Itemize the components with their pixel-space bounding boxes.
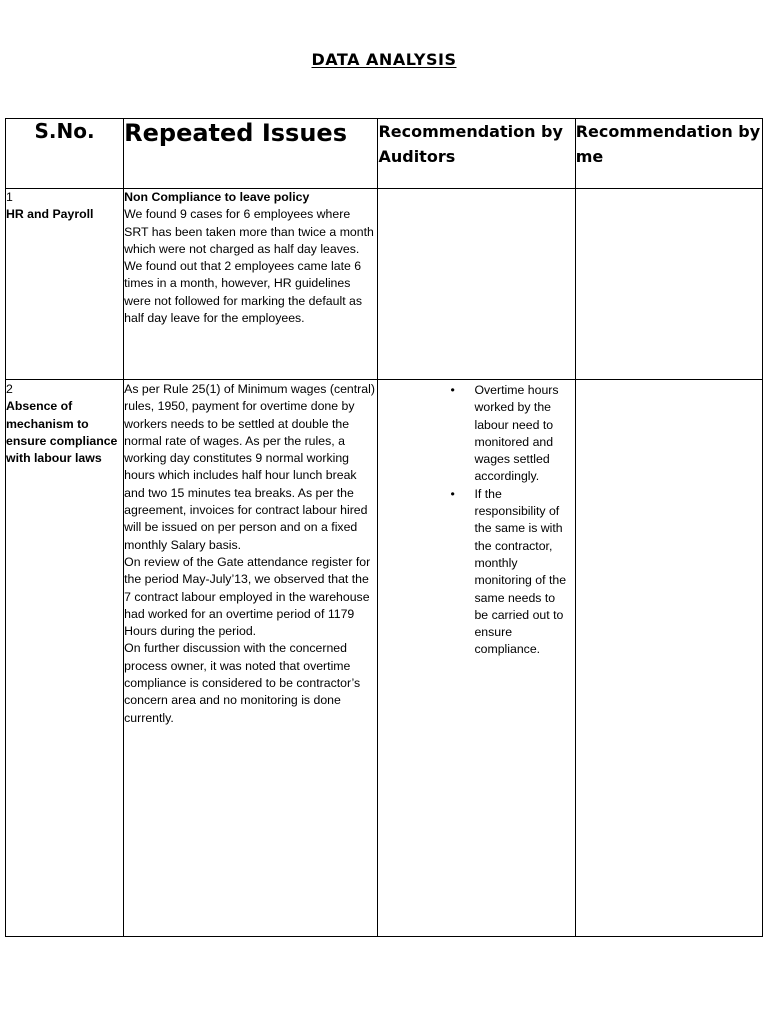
header-repeated-issues: Repeated Issues: [124, 119, 378, 189]
issue-cell: [124, 380, 378, 937]
table-row: [6, 380, 763, 937]
issue-paragraph: We found 9 cases for 6 employees where SRT has been taken more than twice a month which were not charged as half day leaves.: [124, 207, 374, 256]
recommendation-list: [378, 381, 574, 659]
recommendation-auditors-cell: [378, 189, 575, 380]
header-recommendation-me: Recommendation by me: [575, 119, 762, 189]
recommendation-text: Overtime hours worked by the labour need to monitored and wages settled accordingly.: [474, 383, 559, 484]
issue-paragraph: As per Rule 25(1) of Minimum wages (central) rules, 1950, payment for overtime done by workers needs to be settled at double the normal rate of wages. As per the rules, a working day constitutes 9 normal working hours which includes half hour lunch break and two 15 minutes tea breaks. As per the agreement, invoices for contract labour hired will be issued on per person and on a fixed monthly Salary basis.: [124, 382, 375, 552]
list-item: [378, 486, 574, 659]
row-area: Absence of mechanism to ensure compliance with labour laws: [6, 399, 118, 466]
page-title: DATA ANALYSIS: [311, 50, 457, 69]
recommendation-me-cell: [575, 189, 762, 380]
row-number: 1: [6, 190, 13, 204]
bullet-icon: •: [450, 486, 455, 501]
sno-cell: [6, 189, 124, 380]
header-sno: S.No.: [6, 119, 124, 189]
sno-cell: [6, 380, 124, 937]
recommendation-text: If the responsibility of the same is with the contractor, monthly monitoring of the same needs to be carried out to ensure compliance.: [474, 486, 567, 657]
recommendation-auditors-cell: [378, 380, 575, 937]
bullet-icon: •: [450, 383, 455, 397]
list-item: [378, 382, 574, 486]
issue-paragraph: We found out that 2 employees came late 6 times in a month, however, HR guidelines were not followed for marking the default as half day leave for the employees.: [124, 259, 363, 326]
recommendation-me-cell: [575, 380, 762, 937]
table-header-row: [6, 119, 763, 189]
issues-table: [5, 118, 763, 937]
row-area: HR and Payroll: [6, 207, 94, 222]
issue-cell: [124, 189, 378, 380]
row-number: 2: [6, 382, 13, 396]
header-recommendation-auditors: Recommendation by Auditors: [378, 119, 575, 189]
table-row: [6, 189, 763, 380]
issue-heading: Non Compliance to leave policy: [124, 190, 310, 204]
issue-paragraph: On further discussion with the concerned process owner, it was noted that overtime compliance is considered to be contractor’s concern area and no monitoring is done currently.: [124, 641, 361, 725]
issue-paragraph: On review of the Gate attendance register for the period May-July’13, we observed that the 7 contract labour employed in the warehouse had worked for an overtime period of 1179 Hours during the period.: [124, 554, 371, 639]
